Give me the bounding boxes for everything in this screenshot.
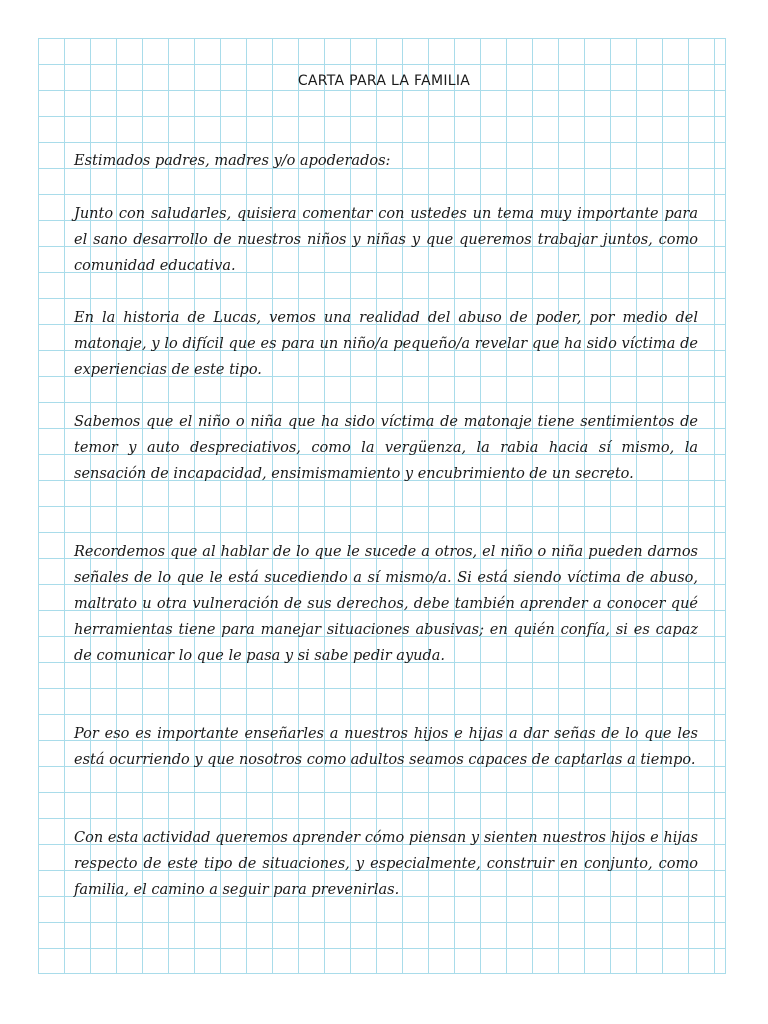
letter-paragraph: Por eso es importante enseñarles a nuestros hijos e hijas a dar señas de lo que les está ocurriendo y que nosotros como adultos seamos capaces de captarlas a tiempo. bbox=[74, 726, 698, 768]
letter-paragraph: Con esta actividad queremos aprender cómo piensan y sienten nuestros hijos e hijas respecto de este tipo de situaciones, y especialmente, construir en conjunto, como familia, el camino a seguir para prevenirlas. bbox=[74, 830, 698, 898]
letter-paragraph: Recordemos que al hablar de lo que le sucede a otros, el niño o niña pueden darnos señales de lo que le está sucediendo a sí mismo/a. Si está siendo víctima de abuso, maltrato u otra vulneración de sus derechos, debe también aprender a conocer qué herramientas tiene para manejar situaciones abusivas; en quién confía, si es capaz de comunicar lo que le pasa y si sabe pedir ayuda. bbox=[74, 544, 698, 664]
letter-paragraph: Junto con saludarles, quisiera comentar con ustedes un tema muy importante para el sano desarrollo de nuestros niños y niñas y que queremos trabajar juntos, como comunidad educativa. bbox=[74, 206, 698, 274]
letter-paragraph: En la historia de Lucas, vemos una realidad del abuso de poder, por medio del matonaje, y lo difícil que es para un niño/a pequeño/a revelar que ha sido víctima de experiencias de este tipo. bbox=[74, 310, 698, 378]
letter-paragraph: Sabemos que el niño o niña que ha sido víctima de matonaje tiene sentimientos de temor y auto despreciativos, como la vergüenza, la rabia hacia sí mismo, la sensación de incapacidad, ensimismamiento y encubrimiento de un secreto. bbox=[74, 414, 698, 482]
letter-greeting: Estimados padres, madres y/o apoderados: bbox=[74, 153, 391, 169]
letter-title: CARTA PARA LA FAMILIA bbox=[297, 73, 471, 89]
